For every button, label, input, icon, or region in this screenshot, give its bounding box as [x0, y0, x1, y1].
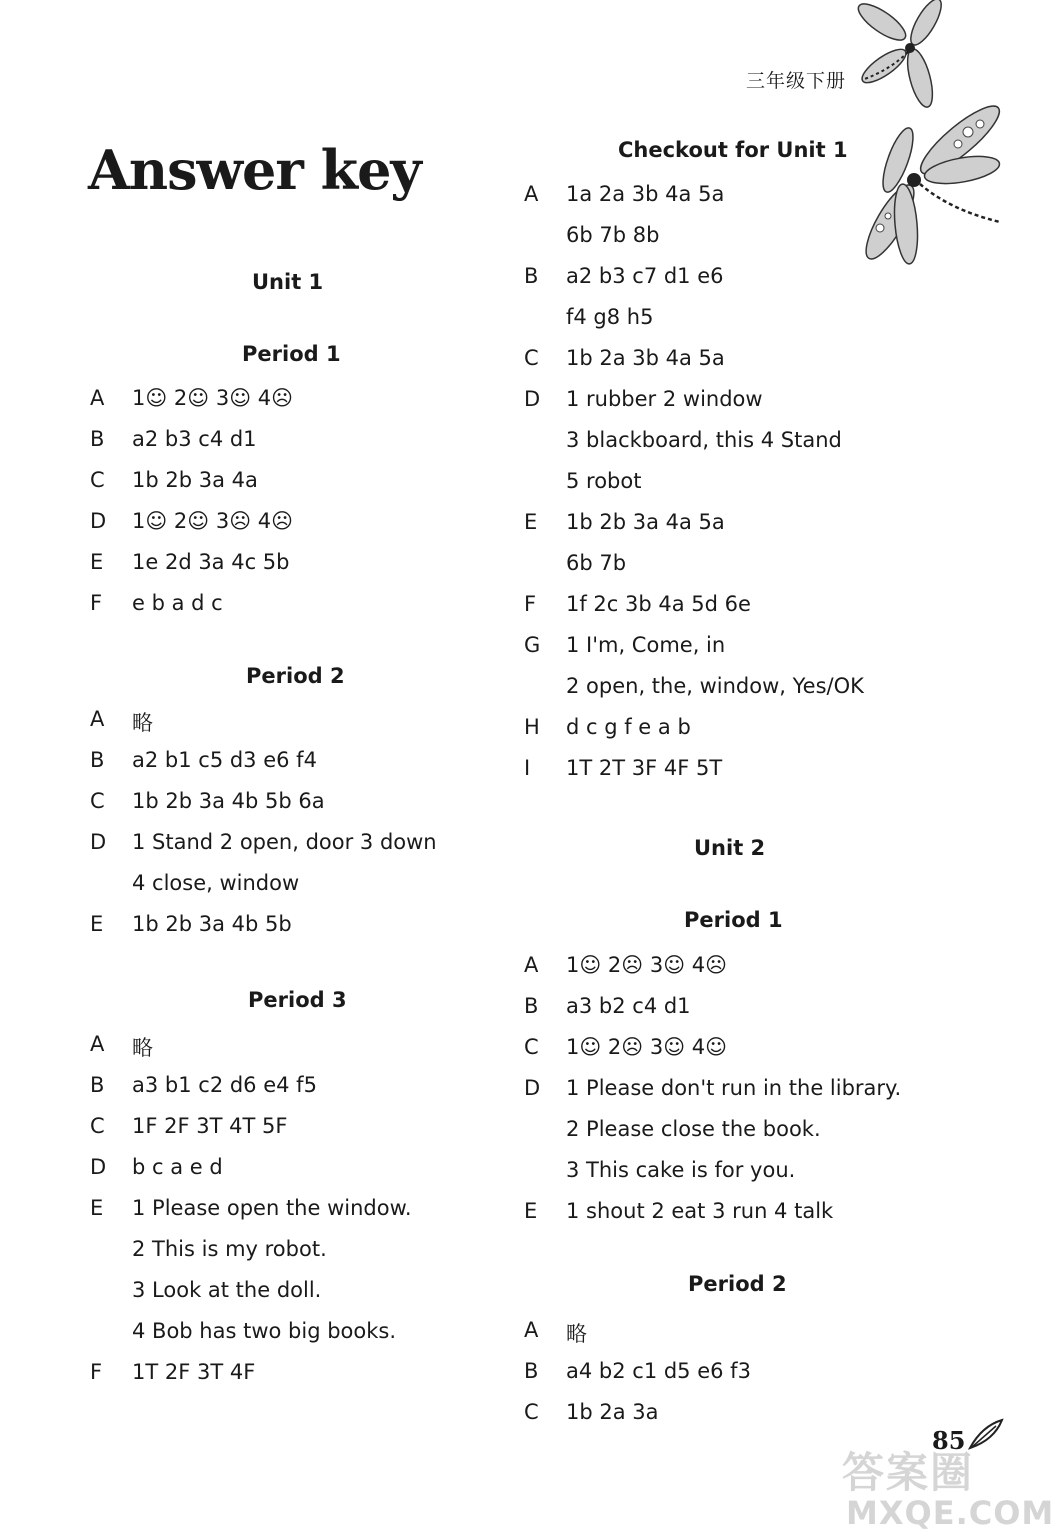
- period-heading: Period 1: [684, 908, 783, 932]
- watermark: 答案圈: [842, 1448, 975, 1497]
- unit-heading: Unit 1: [252, 270, 324, 294]
- page-title: Answer key: [88, 138, 421, 202]
- dragonfly-large-icon: [850, 100, 1010, 280]
- period-heading: Period 2: [688, 1272, 787, 1296]
- unit-heading: Unit 2: [694, 836, 766, 860]
- grade-label: 三年级下册: [746, 70, 847, 92]
- checkout-heading: Checkout for Unit 1: [618, 138, 848, 162]
- period-heading: Period 1: [242, 342, 341, 366]
- page-number: 85: [932, 1426, 966, 1455]
- period-heading: Period 2: [246, 664, 345, 688]
- dragonfly-small-icon: [850, 0, 950, 110]
- leaf-icon: [968, 1418, 1004, 1452]
- period-heading: Period 3: [248, 988, 347, 1012]
- watermark-url: MXQE.COM: [846, 1494, 1054, 1532]
